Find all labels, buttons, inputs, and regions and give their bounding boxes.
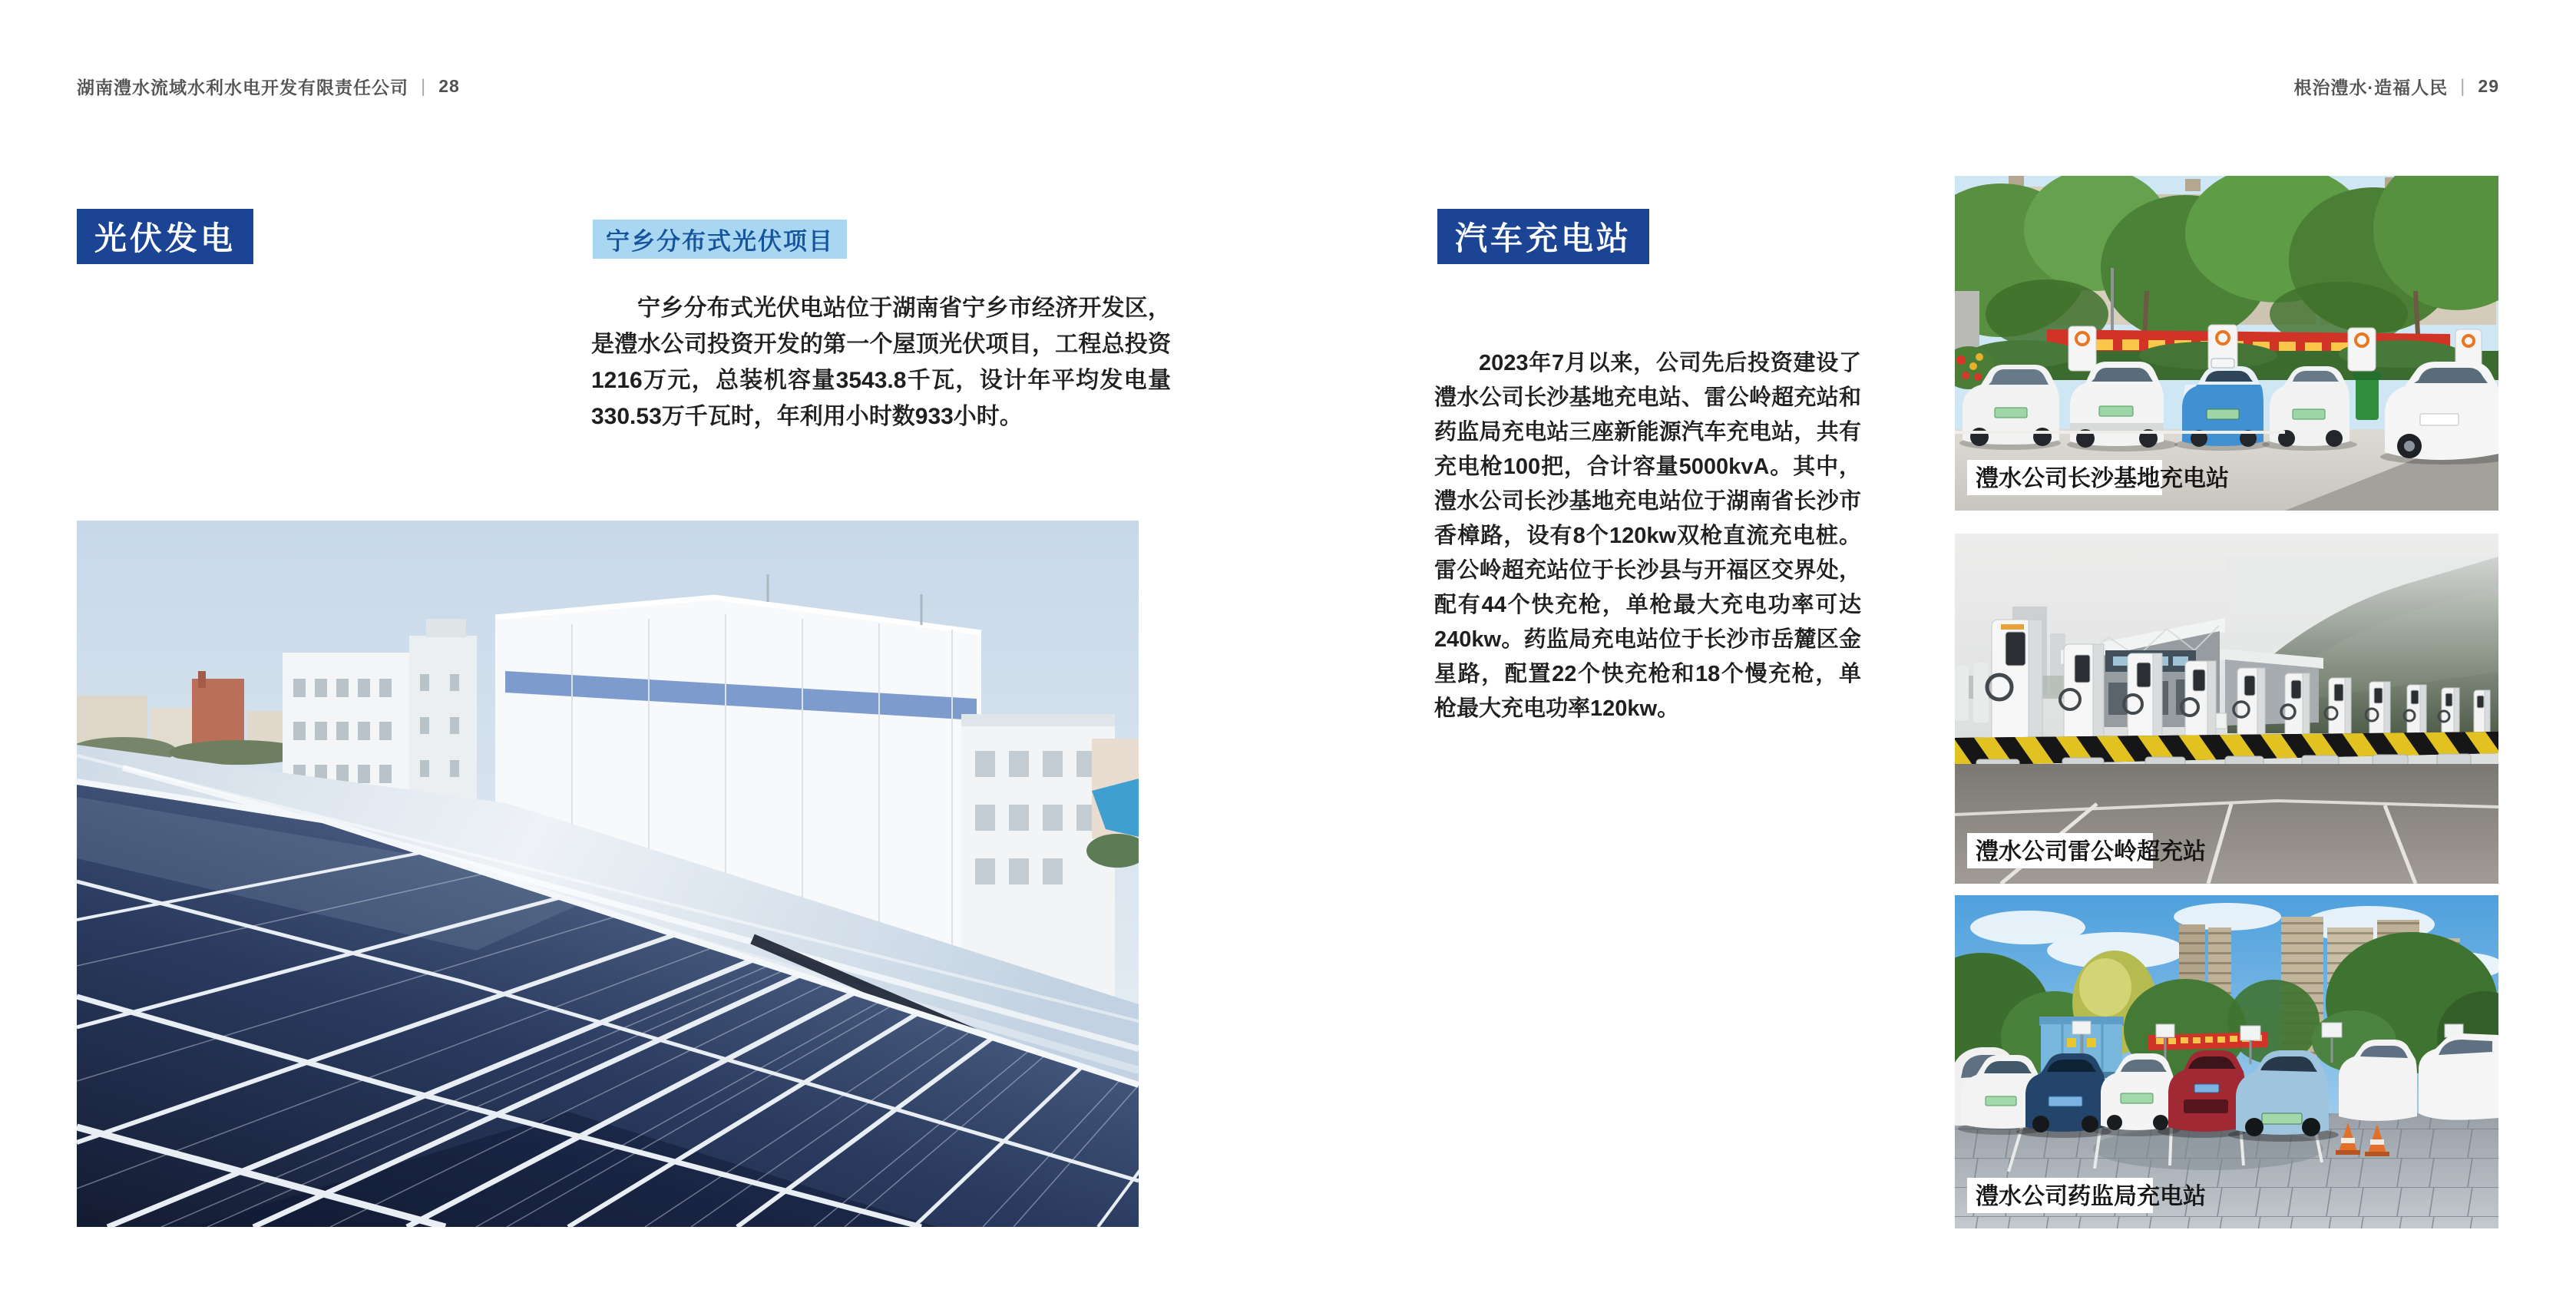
section-title-photovoltaic: 光伏发电 — [77, 209, 253, 264]
leigongling-supercharge-station-photo — [1955, 534, 2498, 884]
subsection-title-ningxiang-pv: 宁乡分布式光伏项目 — [593, 220, 847, 259]
slogan: 根治澧水·造福人民 — [2293, 78, 2449, 98]
page-number-left: 28 — [438, 76, 460, 96]
yaojianju-station-photo — [1955, 895, 2498, 1228]
ev-charging-paragraph: 2023年7月以来，公司先后投资建设了澧水公司长沙基地充电站、雷公岭超充站和药监局充电站三座新能源汽车充电站，共有充电枪100把，合计容量5000kvA。其中，澧水公司长沙基地充电站位于湖南省长沙市香樟路，设有8个120kw双枪直流充电桩。雷公岭超充站位于长沙县与开福区交界处，配有44个快充枪，单枪最大充电功率可达240kw。药监局充电站位于长沙市岳麓区金星路，配置22个快充枪和18个慢充枪，单枪最大充电功率120kw。 — [1434, 351, 1861, 721]
page-number-right: 29 — [2478, 76, 2499, 96]
running-head-left — [77, 74, 460, 99]
photo-caption-3: 澧水公司药监局充电站 — [1976, 1184, 2206, 1209]
running-head-right — [2294, 74, 2500, 99]
changsha-base-station-photo — [1955, 176, 2498, 511]
rooftop-solar-panels-photo — [77, 521, 1139, 1227]
header-separator: | — [421, 75, 427, 97]
section-title-ev-charging: 汽车充电站 — [1437, 209, 1649, 264]
company-name: 湖南澧水流域水利水电开发有限责任公司 — [77, 78, 408, 98]
photo-caption-1: 澧水公司长沙基地充电站 — [1976, 466, 2229, 491]
photo-caption-2: 澧水公司雷公岭超充站 — [1976, 839, 2206, 865]
header-separator: | — [2460, 75, 2466, 97]
photovoltaic-paragraph: 宁乡分布式光伏电站位于湖南省宁乡市经济开发区，是澧水公司投资开发的第一个屋顶光伏项目，工程总投资1216万元，总装机容量3543.8千瓦，设计年平均发电量330.53万千瓦时，年利用小时数933小时。 — [591, 296, 1171, 429]
